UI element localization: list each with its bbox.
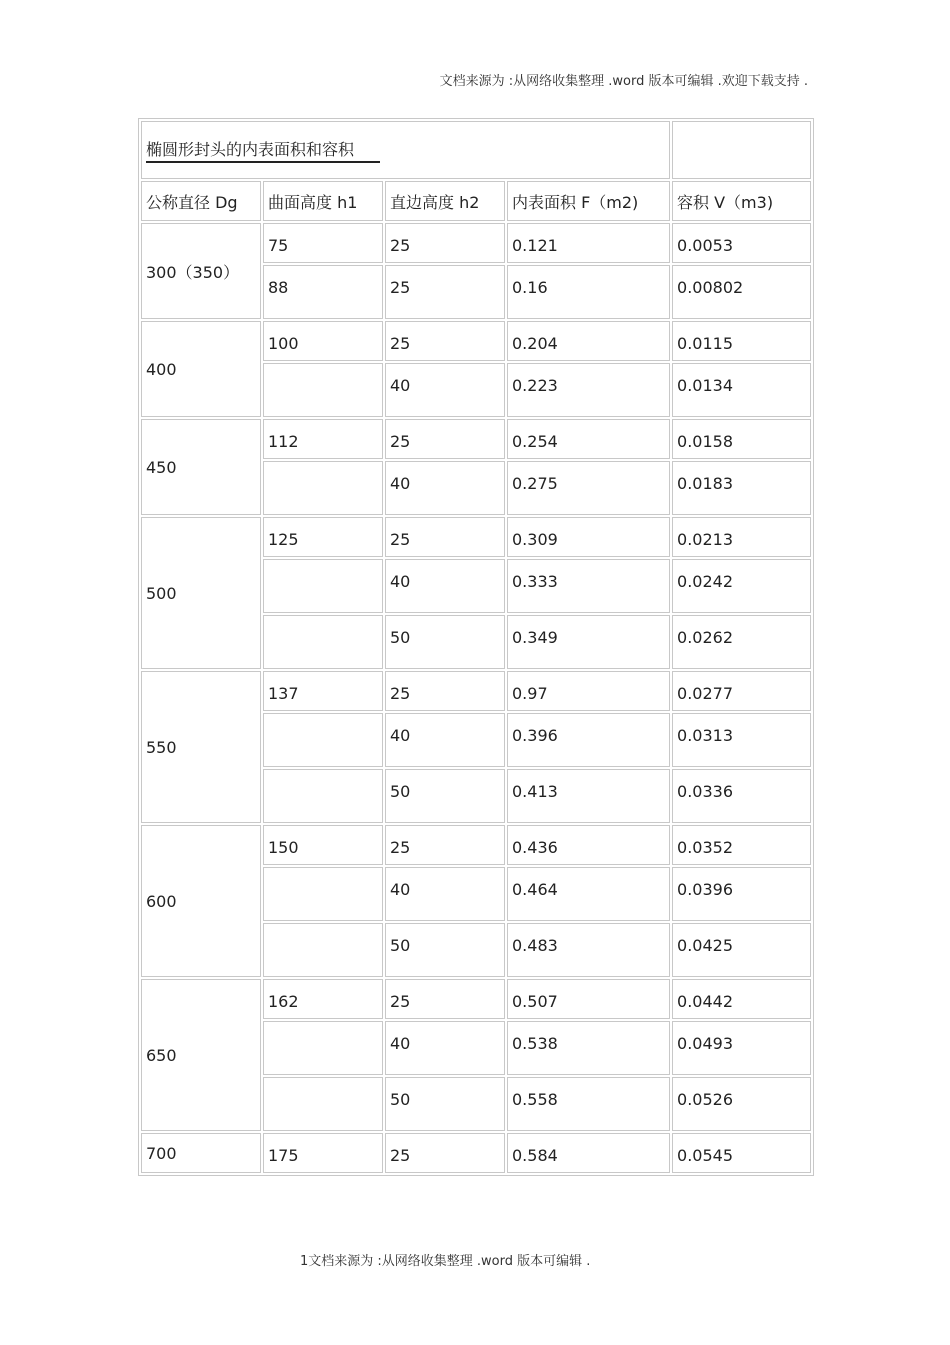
cell-straight-height: 25 [385, 321, 505, 361]
cell-nominal-diameter: 700 [141, 1133, 261, 1173]
cell-volume: 0.0442 [672, 979, 811, 1019]
table-row [141, 517, 811, 557]
cell-inner-area: 0.204 [507, 321, 670, 361]
cell-volume: 0.0115 [672, 321, 811, 361]
cell-volume: 0.0526 [672, 1077, 811, 1131]
cell-inner-area: 0.507 [507, 979, 670, 1019]
cell-volume: 0.0336 [672, 769, 811, 823]
cell-nominal-diameter: 500 [141, 517, 261, 669]
cell-curved-height [263, 363, 383, 417]
cell-nominal-diameter: 550 [141, 671, 261, 823]
cell-inner-area: 0.275 [507, 461, 670, 515]
cell-inner-area: 0.97 [507, 671, 670, 711]
cell-inner-area: 0.396 [507, 713, 670, 767]
table-row [141, 419, 811, 459]
table-row [141, 979, 811, 1019]
cell-volume: 0.0242 [672, 559, 811, 613]
cell-volume: 0.0313 [672, 713, 811, 767]
cell-volume: 0.0425 [672, 923, 811, 977]
cell-inner-area: 0.558 [507, 1077, 670, 1131]
cell-inner-area: 0.413 [507, 769, 670, 823]
cell-curved-height [263, 713, 383, 767]
cell-nominal-diameter: 650 [141, 979, 261, 1131]
cell-straight-height: 40 [385, 1021, 505, 1075]
cell-straight-height: 25 [385, 671, 505, 711]
cell-straight-height: 25 [385, 265, 505, 319]
cell-curved-height: 137 [263, 671, 383, 711]
cell-volume: 0.0262 [672, 615, 811, 669]
cell-curved-height: 75 [263, 223, 383, 263]
data-table [138, 118, 814, 1176]
cell-volume: 0.0493 [672, 1021, 811, 1075]
cell-inner-area: 0.223 [507, 363, 670, 417]
cell-volume: 0.0277 [672, 671, 811, 711]
cell-nominal-diameter: 450 [141, 419, 261, 515]
table-row [141, 321, 811, 361]
cell-curved-height: 100 [263, 321, 383, 361]
table-row [141, 223, 811, 263]
cell-curved-height [263, 867, 383, 921]
cell-straight-height: 25 [385, 223, 505, 263]
header-cell-h1: 曲面高度 h1 [263, 181, 383, 221]
cell-straight-height: 40 [385, 363, 505, 417]
header-cell-h2: 直边高度 h2 [385, 181, 505, 221]
table-title-cell [141, 121, 670, 179]
cell-straight-height: 40 [385, 713, 505, 767]
cell-curved-height [263, 461, 383, 515]
title-row [141, 121, 811, 179]
cell-inner-area: 0.254 [507, 419, 670, 459]
page-header: 文档来源为 :从网络收集整理 .word 版本可编辑 .欢迎下载支持 . [439, 74, 808, 89]
cell-curved-height [263, 615, 383, 669]
cell-inner-area: 0.584 [507, 1133, 670, 1173]
cell-curved-height: 125 [263, 517, 383, 557]
cell-volume: 0.0183 [672, 461, 811, 515]
cell-curved-height: 88 [263, 265, 383, 319]
cell-volume: 0.0158 [672, 419, 811, 459]
cell-inner-area: 0.483 [507, 923, 670, 977]
header-cell-dg: 公称直径 Dg [141, 181, 261, 221]
cell-inner-area: 0.121 [507, 223, 670, 263]
cell-curved-height [263, 1021, 383, 1075]
cell-curved-height [263, 559, 383, 613]
cell-straight-height: 25 [385, 517, 505, 557]
cell-straight-height: 25 [385, 1133, 505, 1173]
cell-inner-area: 0.309 [507, 517, 670, 557]
cell-inner-area: 0.16 [507, 265, 670, 319]
cell-volume: 0.0352 [672, 825, 811, 865]
cell-curved-height [263, 769, 383, 823]
cell-inner-area: 0.436 [507, 825, 670, 865]
cell-straight-height: 50 [385, 1077, 505, 1131]
cell-straight-height: 40 [385, 867, 505, 921]
cell-nominal-diameter: 400 [141, 321, 261, 417]
cell-volume: 0.0545 [672, 1133, 811, 1173]
cell-inner-area: 0.349 [507, 615, 670, 669]
table-row [141, 671, 811, 711]
cell-volume: 0.0053 [672, 223, 811, 263]
cell-curved-height: 150 [263, 825, 383, 865]
header-cell-area: 内表面积 F（m2) [507, 181, 670, 221]
header-cell-volume: 容积 V（m3) [672, 181, 811, 221]
empty-title-cell [672, 121, 811, 179]
table-row [141, 1133, 811, 1173]
cell-curved-height: 112 [263, 419, 383, 459]
table-row [141, 825, 811, 865]
cell-curved-height: 175 [263, 1133, 383, 1173]
page-footer: 1文档来源为 :从网络收集整理 .word 版本可编辑 . [300, 1254, 591, 1269]
cell-straight-height: 25 [385, 419, 505, 459]
cell-straight-height: 40 [385, 461, 505, 515]
cell-straight-height: 40 [385, 559, 505, 613]
cell-inner-area: 0.538 [507, 1021, 670, 1075]
cell-inner-area: 0.464 [507, 867, 670, 921]
cell-nominal-diameter: 600 [141, 825, 261, 977]
cell-straight-height: 25 [385, 979, 505, 1019]
header-row [141, 181, 811, 221]
cell-curved-height [263, 1077, 383, 1131]
cell-nominal-diameter: 300（350） [141, 223, 261, 319]
cell-straight-height: 50 [385, 615, 505, 669]
cell-straight-height: 25 [385, 825, 505, 865]
cell-volume: 0.00802 [672, 265, 811, 319]
cell-volume: 0.0134 [672, 363, 811, 417]
cell-curved-height [263, 923, 383, 977]
cell-curved-height: 162 [263, 979, 383, 1019]
table-title: 椭圆形封头的内表面积和容积 [146, 137, 380, 163]
cell-straight-height: 50 [385, 769, 505, 823]
cell-volume: 0.0213 [672, 517, 811, 557]
cell-straight-height: 50 [385, 923, 505, 977]
cell-inner-area: 0.333 [507, 559, 670, 613]
cell-volume: 0.0396 [672, 867, 811, 921]
